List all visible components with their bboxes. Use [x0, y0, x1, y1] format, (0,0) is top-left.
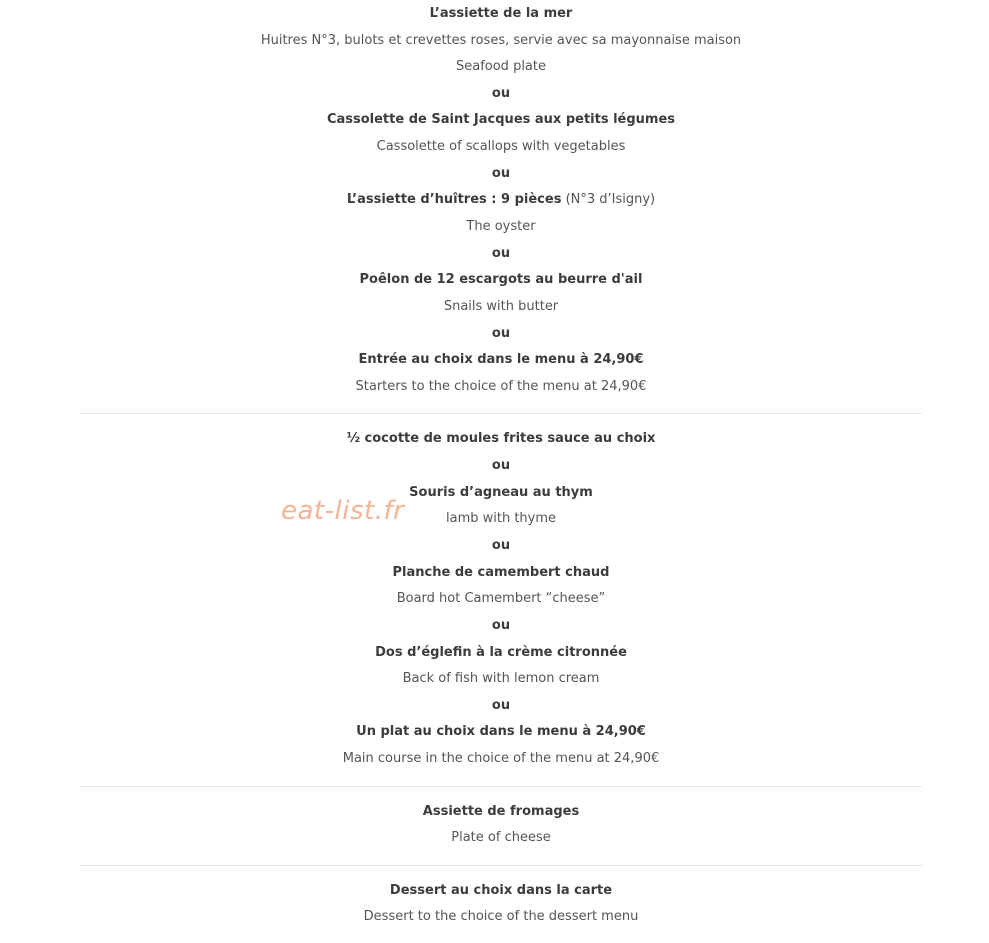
entree-or-2: ou: [491, 166, 511, 181]
plat-title-1: ½ cocotte de moules frites sauce au choix: [346, 431, 656, 446]
entree-title-3: [0, 187, 989, 213]
section-divider-3: [80, 865, 922, 866]
entree-translation-4: Snails with butter: [443, 299, 559, 314]
plat-title-2: Souris d’agneau au thym: [409, 485, 593, 500]
entree-title-3-note: (N°3 d’Isigny): [561, 192, 656, 207]
plat-or-2: ou: [491, 538, 511, 553]
plat-or-4: ou: [491, 698, 511, 713]
section-divider-2: [80, 786, 922, 787]
entree-title-4: Poêlon de 12 escargots au beurre d'ail: [359, 272, 643, 287]
plat-translation-5: Main course in the choice of the menu at 24,90€: [342, 751, 660, 766]
fromage-translation: Plate of cheese: [451, 830, 551, 845]
entree-or-4: ou: [491, 326, 511, 341]
entree-or-1: ou: [491, 86, 511, 101]
plat-translation-3: Board hot Camembert “cheese”: [396, 591, 606, 606]
entree-translation-2: Cassolette of scallops with vegetables: [376, 139, 626, 154]
plat-translation-4: Back of fish with lemon cream: [402, 671, 600, 686]
entree-title-1: L’assiette de la mer: [429, 6, 573, 21]
entree-translation-1: Seafood plate: [455, 59, 546, 74]
section-divider-1: [80, 413, 922, 414]
plat-or-3: ou: [491, 618, 511, 633]
dessert-translation: Dessert to the choice of the dessert menu: [363, 909, 639, 924]
entree-or-3: ou: [491, 246, 511, 261]
plat-title-5: Un plat au choix dans le menu à 24,90€: [356, 724, 646, 739]
entree-translation-3: The oyster: [466, 219, 536, 234]
plat-title-4: Dos d’églefin à la crème citronnée: [375, 645, 627, 660]
fromage-title: Assiette de fromages: [422, 804, 580, 819]
entree-translation-5: Starters to the choice of the menu at 24,90€: [355, 379, 647, 394]
entree-title-3-main: L’assiette d’huîtres : 9 pièces: [346, 192, 562, 207]
entree-title-2: Cassolette de Saint Jacques aux petits légumes: [326, 112, 676, 127]
entree-title-5: Entrée au choix dans le menu à 24,90€: [358, 352, 644, 367]
entree-desc-1: Huitres N°3, bulots et crevettes roses, servie avec sa mayonnaise maison: [260, 33, 742, 48]
plat-translation-2: lamb with thyme: [445, 511, 557, 526]
plat-title-3: Planche de camembert chaud: [392, 565, 610, 580]
plat-or-1: ou: [491, 458, 511, 473]
watermark: eat-list.fr: [281, 496, 405, 526]
dessert-title: Dessert au choix dans la carte: [389, 883, 613, 898]
